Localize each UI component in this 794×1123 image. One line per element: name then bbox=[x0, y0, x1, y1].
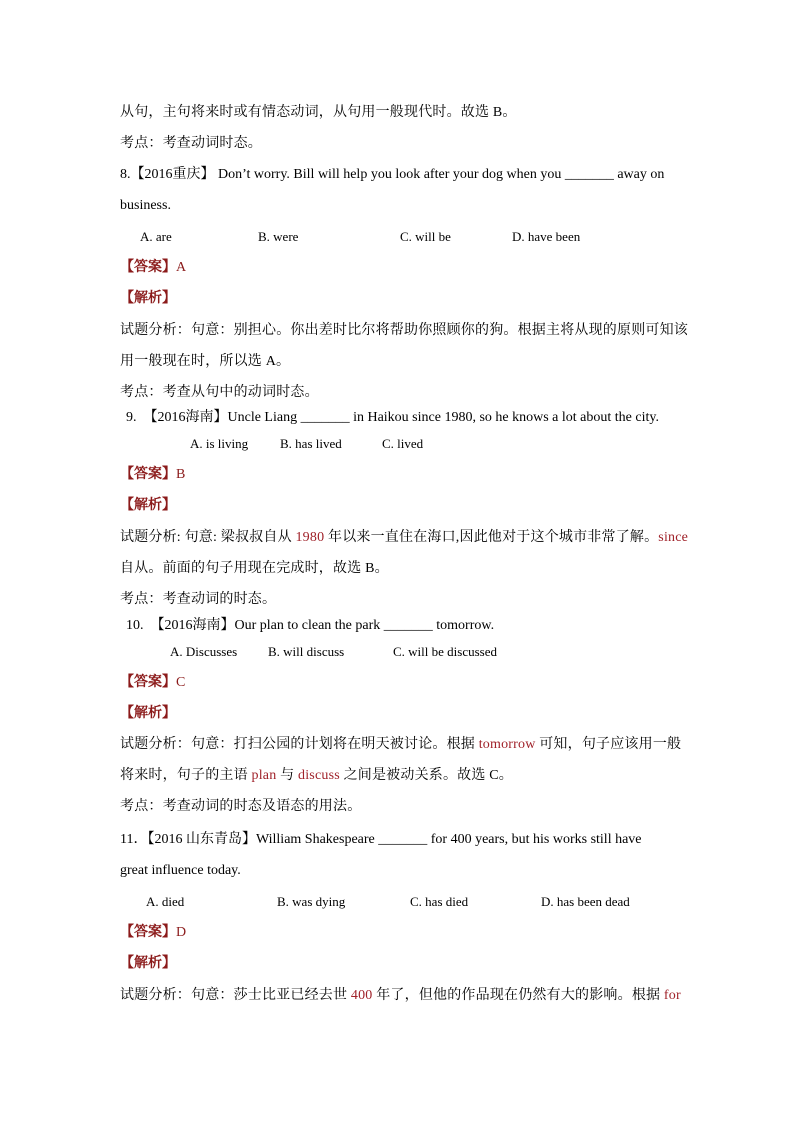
question-10 bbox=[126, 617, 494, 635]
analysis-text bbox=[120, 529, 688, 547]
text-segment: tomorrow bbox=[478, 737, 536, 752]
question-text: Uncle Liang _______ in Haikou since 1980, so he knows a lot about the city. bbox=[227, 410, 659, 425]
analysis-label: 【解析】 bbox=[120, 498, 176, 513]
option-a: A. are bbox=[140, 229, 172, 244]
answer-label: 【答案】 bbox=[120, 260, 176, 275]
answer-line bbox=[120, 924, 186, 942]
question-number: 8. bbox=[120, 167, 131, 182]
analysis-text: 试题分析：句意：别担心。你出差时比尔将帮助你照顾你的狗。根据主将从现的原则可知该 bbox=[120, 323, 688, 338]
answer-line bbox=[120, 466, 185, 484]
key-point-text: 考点：考查动词的时态。 bbox=[120, 592, 277, 607]
answer-label: 【答案】 bbox=[120, 675, 176, 690]
text-segment: plan bbox=[251, 768, 277, 783]
option-c: C. will be discussed bbox=[393, 644, 497, 659]
answer-value: A bbox=[176, 260, 187, 275]
question-11 bbox=[120, 831, 642, 849]
question-source: 【2016海南】 bbox=[150, 618, 235, 633]
question-text: great influence today. bbox=[120, 863, 241, 878]
option-a: A. Discusses bbox=[170, 644, 238, 659]
key-point-text: 考点：考查从句中的动词时态。 bbox=[120, 385, 319, 400]
text-segment: 年以来一直住在海口,因此他对于这个城市非常了解。 bbox=[324, 530, 659, 545]
question-text: William Shakespeare _______ for 400 years, but his works still have bbox=[255, 832, 642, 847]
option-c: C. has died bbox=[410, 894, 469, 909]
question-text: Our plan to clean the park _______ tomorrow. bbox=[234, 618, 495, 633]
question-number: 10. bbox=[126, 618, 144, 633]
analysis-text bbox=[120, 987, 681, 1005]
analysis-text: 自从。前面的句子用现在完成时，故选 B。 bbox=[120, 561, 389, 576]
option-b: B. was dying bbox=[277, 894, 346, 909]
question-source: 【2016 山东青岛】 bbox=[147, 832, 256, 847]
question-9 bbox=[126, 409, 659, 427]
text-segment: for bbox=[663, 988, 681, 1003]
option-a: A. is living bbox=[190, 436, 249, 451]
answer-value: D bbox=[176, 925, 187, 940]
option-c: C. lived bbox=[382, 436, 424, 451]
text-segment: discuss bbox=[298, 768, 340, 783]
question-number: 11． bbox=[120, 832, 148, 847]
text-segment: 之间是被动关系。故选 C。 bbox=[339, 768, 514, 783]
question-8 bbox=[120, 166, 664, 184]
question-8-continued bbox=[120, 197, 171, 215]
analysis-text: 从句，主句将来时或有情态动词，从句用一般现代时。故选 B。 bbox=[120, 105, 517, 120]
answer-value: B bbox=[176, 467, 186, 482]
option-b: B. were bbox=[258, 229, 299, 244]
analysis-text bbox=[120, 767, 513, 785]
text-segment: 可知，句子应该用一般 bbox=[535, 737, 682, 752]
analysis-line bbox=[120, 104, 517, 122]
key-point-text: 考点：考查动词的时态及语态的用法。 bbox=[120, 799, 362, 814]
option-d: D. has been dead bbox=[541, 894, 630, 909]
text-segment: 与 bbox=[276, 768, 299, 783]
option-b: B. has lived bbox=[280, 436, 342, 451]
text-segment: 试题分析：句意：莎士比亚已经去世 bbox=[120, 988, 351, 1003]
answer-label: 【答案】 bbox=[120, 925, 176, 940]
analysis-label: 【解析】 bbox=[120, 956, 176, 971]
key-point-text: 考点：考查动词时态。 bbox=[120, 136, 262, 151]
text-segment: 试题分析: 句意: 梁叔叔自从 bbox=[120, 530, 296, 545]
text-segment: since bbox=[658, 530, 689, 545]
answer-line bbox=[120, 674, 185, 692]
answer-line bbox=[120, 259, 186, 277]
analysis-text bbox=[120, 736, 681, 754]
question-text: Don’t worry. Bill will help you look after your dog when you _______ away on bbox=[214, 167, 665, 182]
question-11-continued bbox=[120, 862, 241, 880]
answer-label: 【答案】 bbox=[120, 467, 176, 482]
text-segment: 试题分析：句意：打扫公园的计划将在明天被讨论。根据 bbox=[120, 737, 479, 752]
answer-value: C bbox=[176, 675, 186, 690]
text-segment: 年了，但他的作品现在仍然有大的影响。根据 bbox=[372, 988, 664, 1003]
option-b: B. will discuss bbox=[268, 644, 345, 659]
option-d: D. have been bbox=[512, 229, 581, 244]
key-point-line bbox=[120, 135, 262, 153]
text-segment: 400 bbox=[350, 988, 373, 1003]
text-segment: 将来时，句子的主语 bbox=[120, 768, 252, 783]
text-segment: 1980 bbox=[295, 530, 325, 545]
question-number: 9. bbox=[126, 410, 137, 425]
question-source: 【2016海南】 bbox=[143, 410, 228, 425]
analysis-text: 用一般现在时，所以选 A。 bbox=[120, 354, 291, 369]
option-c: C. will be bbox=[400, 229, 451, 244]
option-a: A. died bbox=[146, 894, 185, 909]
analysis-label: 【解析】 bbox=[120, 291, 176, 306]
question-source: 【2016重庆】 bbox=[130, 167, 215, 182]
question-text: business. bbox=[120, 198, 171, 213]
analysis-label: 【解析】 bbox=[120, 706, 176, 721]
